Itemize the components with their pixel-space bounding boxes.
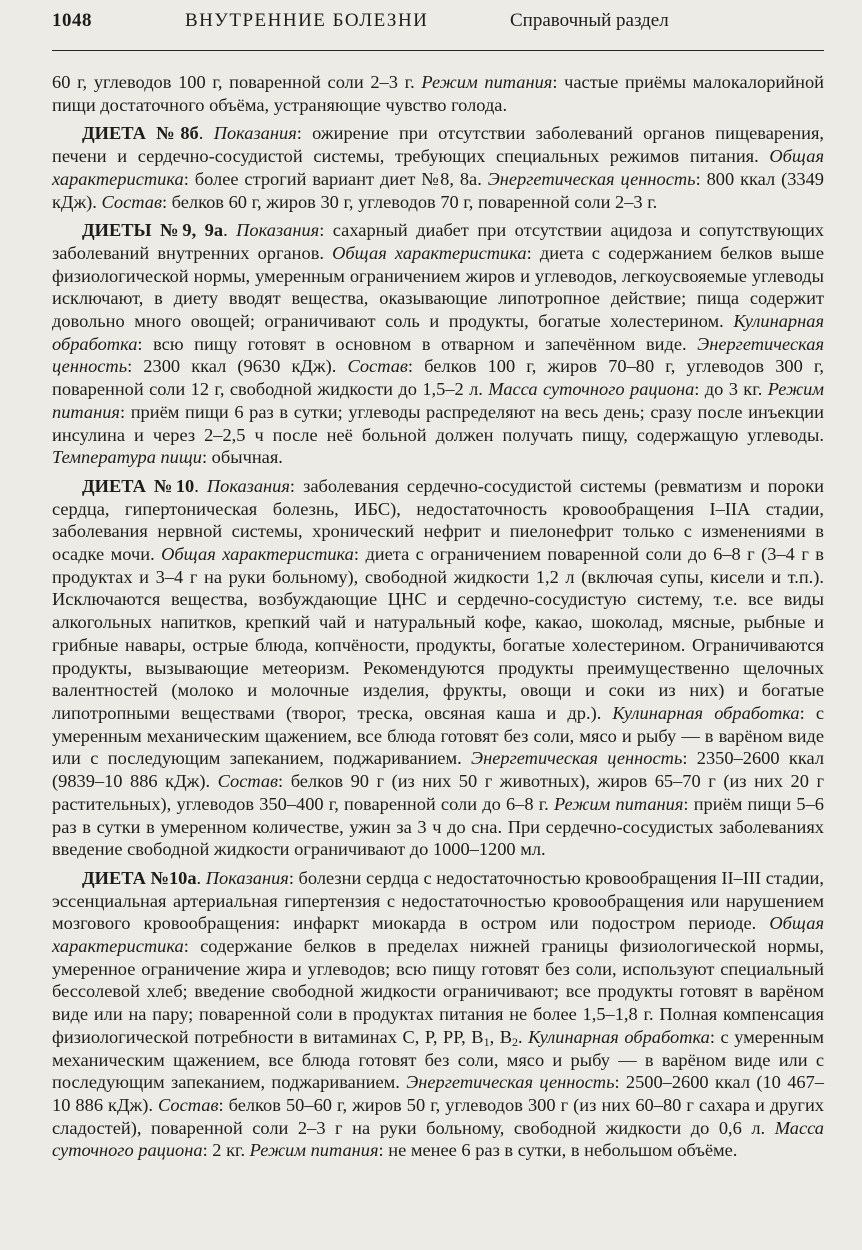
text-run: : обычная. (201, 447, 283, 468)
text-run: : сахарный диабет при отсутствии ацидоза и сопутствующих заболеваний внутренних органов. (52, 220, 824, 263)
field-label: Кулинарная обработка (52, 311, 824, 354)
field-label: Общая характеристика (52, 146, 824, 189)
field-label: Кулинарная обработка (528, 1026, 710, 1047)
field-label: Режим питания (553, 793, 684, 814)
field-label: Состав (101, 191, 162, 212)
text-run: : более строгий вариант диет №8, 8а. (183, 168, 488, 189)
field-label: Состав (347, 356, 408, 377)
field-label: Режим питания (52, 379, 825, 422)
text-run: , В (489, 1026, 512, 1047)
diet-paragraph-diet-9 (52, 219, 824, 469)
subscript: 1 (483, 1034, 490, 1049)
text-run: : 2300 ккал (9630 кДж). (127, 356, 348, 377)
field-label: Энергетическая ценность (52, 333, 824, 377)
text-run: : 800 ккал (3349 кДж). (52, 168, 824, 212)
diet-heading: ДИЕТА №10а (82, 867, 197, 888)
field-label: Общая характеристика (52, 913, 824, 957)
text-run: : частые приёмы малокалорийной пищи достаточного объёма, устраняющие чувство голода. (52, 72, 824, 115)
text-run: . (196, 867, 206, 888)
text-run: : белков 50–60 г, жиров 50 г, углеводов 300 г (из них 60–80 г сахара и других сладостей), поваренной соли 2–3 г на руки больному, свободной жидкости до 0,6 л. (52, 1094, 824, 1138)
field-label: Общая характеристика (332, 242, 527, 263)
diet-heading: ДИЕТА №8б (82, 123, 199, 144)
field-label: Энергетическая ценность (406, 1072, 615, 1093)
text-run: : 2350–2600 ккал (9839–10 886 кДж). (52, 748, 825, 792)
continuation-paragraph (52, 71, 824, 116)
text-run: : с умеренным механическим щажением, все блюда готовят без соли, мясо и рыбу — в варёном виде или с последующим запеканием, поджариванием. (52, 1026, 825, 1093)
field-label: Энергетическая ценность (487, 168, 696, 189)
text-run: 60 г, углеводов 100 г, поваренной соли 2–3 г. (52, 72, 422, 92)
diet-heading: ДИЕТЫ №9, 9а (82, 220, 224, 241)
field-label: Масса суточного рациона (488, 379, 695, 400)
text-run: . (518, 1026, 529, 1047)
text-run: : белков 90 г (из них 50 г животных), жиров 65–70 г (из них 20 г растительных), углеводов 350–400 г, поваренной соли до 6–8 г. (52, 771, 824, 814)
subscript: 2 (512, 1034, 518, 1049)
text-run: . (194, 475, 207, 496)
running-head (52, 6, 824, 51)
text-run: : содержание белков в пределах нижней границы физиологической нормы, умеренное ограничение жира и углеводов; всю пищу готовят без соли, используют специальный бессолевой хлеб; введение свободной жидкости ограничивают; все продукты готовят в варёном виде или на пару; поваренной соли в продуктах питания не более 1,5–1,8 г. Полная компенсация физиологической потребности в витаминах С, Р, РР, В (52, 936, 824, 1047)
text-run: : с умеренным механическим щажением, все блюда готовят без соли, мясо и рыбу — в варёном виде или с последующим запеканием, поджариванием. (52, 702, 825, 769)
text-run: : белков 100 г, жиров 70–80 г, углеводов 300 г, поваренной соли 12 г, свободной жидкости до 1,5–2 л. (52, 356, 824, 400)
field-label: Состав (217, 771, 279, 792)
text-run: : до 3 кг. (694, 379, 768, 400)
field-label: Режим питания (421, 72, 553, 92)
page-number: 1048 (52, 10, 92, 31)
text-run: . (223, 220, 237, 241)
field-label: Показания (205, 867, 289, 888)
field-label: Масса суточного рациона (52, 1117, 824, 1161)
text-run: : белков 60 г, жиров 30 г, углеводов 70 г, поваренной соли 2–3 г. (161, 191, 658, 212)
diet-paragraph-diet-10a (52, 867, 824, 1162)
book-title: ВНУТРЕННИЕ БОЛЕЗНИ (185, 10, 429, 31)
field-label: Показания (213, 123, 297, 144)
diet-heading: ДИЕТА №10 (82, 475, 195, 496)
text-run: : 2500–2600 ккал (10 467–10 886 кДж). (52, 1072, 824, 1115)
page-body (52, 71, 824, 1162)
text-run: : диета с содержанием белков выше физиологической нормы, умеренным ограничением жиров и углеводов, легкоусвояемые углеводы исключают, в диету вводят вещества, оказывающие липотропное действие; пища содержит довольно много овощей; ограничивают соль и продукты, богатые холестерином. (52, 242, 824, 332)
text-run: : болезни сердца с недостаточностью кровообращения II–III стадии, эссенциальная артериальная гипертензия с недостаточностью кровообращения или нарушением мозгового кровообращения: инфаркт миокарда в остром или подостром периоде. (52, 867, 824, 934)
text-run: . (198, 123, 214, 144)
text-run: : приём пищи 6 раз в сутки; углеводы распределяют на весь день; сразу после инъекции инсулина и через 2–2,5 ч после неё больной должен получать пищу, содержащую углеводы. (52, 401, 824, 445)
text-run: : не менее 6 раз в сутки, в небольшом объёме. (378, 1140, 738, 1161)
text-run: : 2 кг. (202, 1140, 250, 1161)
text-run: : приём пищи 5–6 раз в сутки в умеренном количестве, ужин за 3 ч до сна. При сердечно-сосудистых заболеваниях введение свободной жидкости ограничивают до 1000–1200 мл. (52, 793, 824, 860)
text-run: : ожирение при отсутствии заболеваний органов пищеварения, печени и сердечно-сосудистой системы, требующих специальных режимов питания. (52, 123, 824, 167)
field-label: Общая характеристика (161, 544, 354, 565)
field-label: Показания (206, 475, 290, 496)
field-label: Состав (158, 1094, 219, 1115)
field-label: Показания (236, 220, 320, 241)
field-label: Температура пищи (52, 447, 202, 468)
field-label: Кулинарная обработка (612, 702, 800, 723)
text-run: : диета с ограничением поваренной соли до 6–8 г (3–4 г в продуктах и 3–4 г на руки больному), свободной жидкости 1,2 л (включая супы, кисели и т.п.). Исключаются вещества, возбуждающие ЦНС и сердечно-сосудистую систему, т.е. все виды алкогольных напитков, крепкий чай и натуральный кофе, какао, шоколад, мясные, рыбные и грибные навары, острые блюда, копчёности, продукты, богатые холестерином. Ограничиваются продукты, вызывающие метеоризм. Рекомендуются продукты преимущественно щелочных валентностей (молоко и молочные изделия, фрукты, овощи и соки из них) и богатые липотропными веществами (творог, треска, овсяная каша и др.). (52, 544, 824, 723)
diet-paragraph-diet-8b (52, 122, 824, 213)
field-label: Режим питания (249, 1140, 379, 1161)
diet-paragraph-diet-10 (52, 475, 824, 861)
text-run: : всю пищу готовят в основном в отварном и запечённом виде. (137, 333, 698, 354)
field-label: Энергетическая ценность (471, 748, 683, 769)
section-title: Справочный раздел (510, 10, 669, 31)
text-run: : заболевания сердечно-сосудистой системы (ревматизм и пороки сердца, гипертоническая болезнь, ИБС), недостаточность кровообращения I–IIА стадии, заболевания нервной системы, хронический нефрит и пиелонефрит только с изменениями в осадке мочи. (52, 475, 825, 565)
